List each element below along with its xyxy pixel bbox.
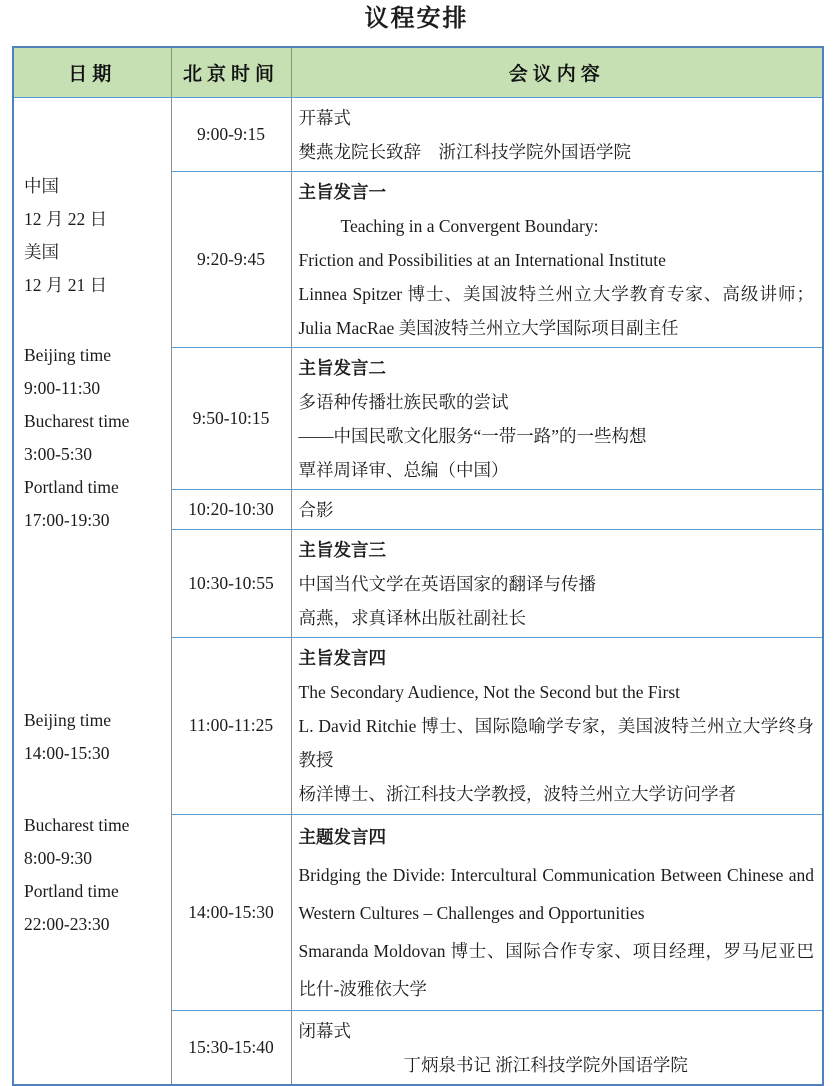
date-line: Bucharest time: [24, 410, 130, 431]
session-title: 主旨发言三: [298, 539, 386, 560]
session-title: 主旨发言一: [298, 181, 386, 202]
session-detail: 樊燕龙院长致辞 浙江科技学院外国语学院: [298, 141, 631, 162]
session-detail: 多语种传播壮族民歌的尝试: [298, 391, 509, 412]
date-line: 22:00-23:30: [24, 913, 110, 934]
content-cell-opening: [291, 97, 823, 171]
session-detail: The Secondary Audience, Not the Second but the First: [298, 681, 681, 702]
date-group-afternoon-other: [24, 809, 169, 941]
time-cell: 9:20-9:45: [171, 171, 291, 347]
time-cell: 15:30-15:40: [171, 1010, 291, 1085]
content-cell-keynote-1: [291, 171, 823, 347]
content-cell-theme-4: [291, 814, 823, 1010]
session-title: 开幕式: [298, 107, 351, 128]
date-line: 3:00-5:30: [24, 443, 93, 464]
header-beijing-time: 北京时间: [171, 47, 291, 97]
session-speaker: L. David Ritchie 博士、国际隐喻学专家，美国波特兰州立大学终身教授: [298, 715, 814, 770]
time-cell: 11:00-11:25: [171, 637, 291, 814]
header-row: [13, 47, 823, 97]
date-line: Portland time: [24, 476, 119, 497]
date-line: Beijing time: [24, 709, 112, 730]
date-group-morning-times: [24, 339, 169, 537]
session-title: 主旨发言二: [298, 357, 386, 378]
date-line: Bucharest time: [24, 814, 130, 835]
time-cell: 9:00-9:15: [171, 97, 291, 171]
time-cell: 10:20-10:30: [171, 489, 291, 529]
date-line: 12 月 22 日: [24, 208, 108, 229]
date-line: 8:00-9:30: [24, 847, 93, 868]
session-title: 主旨发言四: [298, 647, 386, 668]
header-date: 日期: [13, 47, 171, 97]
date-line: Beijing time: [24, 344, 112, 365]
date-line: 12 月 21 日: [24, 274, 108, 295]
session-speaker: Linnea Spitzer 博士、美国波特兰州立大学教育专家、高级讲师；Julia MacRae 美国波特兰州立大学国际项目副主任: [298, 283, 814, 338]
agenda-table: [12, 46, 824, 1086]
time-cell: 14:00-15:30: [171, 814, 291, 1010]
time-cell: 9:50-10:15: [171, 347, 291, 489]
date-group-china-us: [24, 170, 169, 302]
session-speaker: 高燕，求真译林出版社副社长: [298, 607, 526, 628]
session-detail: Teaching in a Convergent Boundary:: [340, 215, 599, 236]
content-cell-photo: [291, 489, 823, 529]
session-speaker: 杨洋博士、浙江科技大学教授，波特兰州立大学访问学者: [298, 783, 736, 804]
content-cell-closing: [291, 1010, 823, 1085]
date-cell: [13, 97, 171, 1085]
date-line: 17:00-19:30: [24, 509, 110, 530]
content-cell-keynote-3: [291, 529, 823, 637]
session-detail: ——中国民歌文化服务“一带一路”的一些构想: [298, 425, 647, 446]
page-title: 议程安排: [364, 5, 469, 32]
date-group-afternoon-beijing: [24, 704, 169, 770]
session-detail: 中国当代文学在英语国家的翻译与传播: [298, 573, 596, 594]
session-title: 闭幕式: [298, 1020, 351, 1041]
content-cell-keynote-4: [291, 637, 823, 814]
session-speaker: 丁炳泉书记 浙江科技学院外国语学院: [403, 1054, 688, 1075]
time-cell: 10:30-10:55: [171, 529, 291, 637]
date-line: 9:00-11:30: [24, 377, 101, 398]
date-line: 中国: [24, 175, 59, 196]
date-line: 14:00-15:30: [24, 742, 110, 763]
session-detail: Bridging the Divide: Intercultural Communication Between Chinese and Western Cultures – Challenges and Opportunities: [298, 864, 814, 923]
date-line: Portland time: [24, 880, 119, 901]
header-meeting-content: 会议内容: [291, 47, 823, 97]
table-row: [13, 97, 823, 171]
session-speaker: Smaranda Moldovan 博士、国际合作专家、项目经理，罗马尼亚巴比什-波雅依大学: [298, 940, 814, 999]
date-line: 美国: [24, 241, 59, 262]
content-cell-keynote-2: [291, 347, 823, 489]
session-detail: Friction and Possibilities at an International Institute: [298, 249, 666, 270]
session-title: 合影: [298, 499, 334, 520]
session-title: 主题发言四: [298, 826, 386, 847]
session-speaker: 覃祥周译审、总编（中国）: [298, 459, 509, 480]
